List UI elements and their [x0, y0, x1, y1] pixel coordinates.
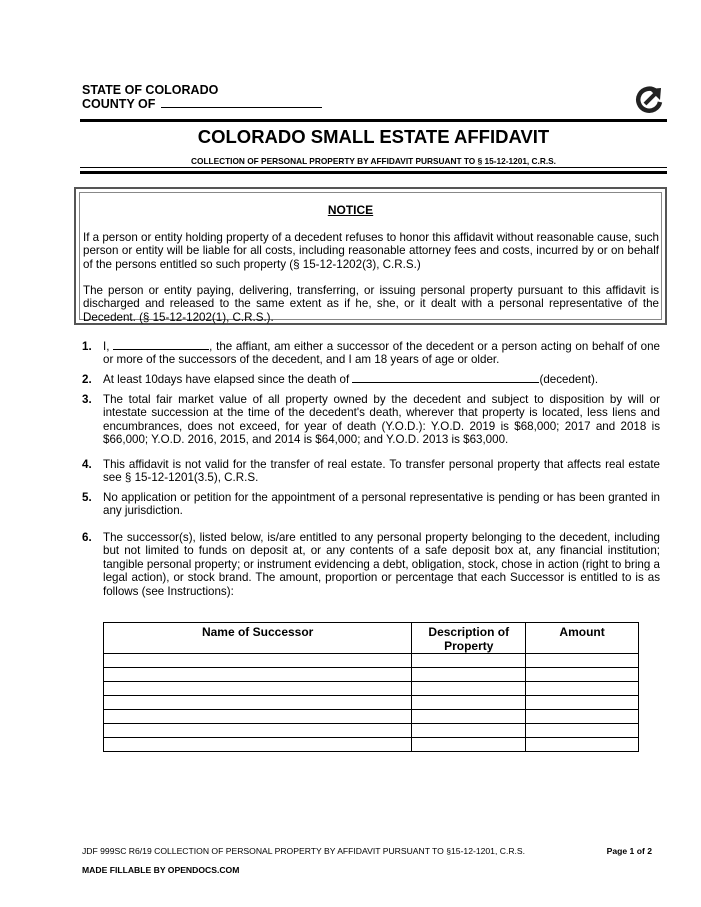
successor-name-cell[interactable] — [104, 724, 412, 738]
county-label: COUNTY OF — [82, 97, 156, 111]
amount-cell[interactable] — [526, 696, 639, 710]
successor-name-cell[interactable] — [104, 654, 412, 668]
amount-cell[interactable] — [526, 710, 639, 724]
property-description-cell[interactable] — [412, 738, 526, 752]
successor-name-cell[interactable] — [104, 668, 412, 682]
item-text: The total fair market value of all property owned by the decedent and subject to disposition by will or intestate succession at the time of the decedent's death, wherever that property is located, less liens and encumbrances, does not exceed, for year of death (Y.O.D.): Y.O.D. 2019 is $68,000; 2017 and 2018 is $66,000; Y.O.D. 2016, 2015, and 2014 is $64,000; and Y.O.D. 2013 is $63,000. — [103, 393, 660, 447]
property-description-cell[interactable] — [412, 682, 526, 696]
notice-title: NOTICE — [327, 203, 374, 217]
column-header-amount: Amount — [526, 623, 639, 654]
header-rule — [80, 119, 667, 122]
item-number: 5. — [82, 491, 92, 504]
table-row — [104, 654, 639, 668]
column-header-description: Description of Property — [412, 623, 526, 654]
item-number: 3. — [82, 393, 92, 406]
successor-table — [103, 622, 639, 752]
amount-cell[interactable] — [526, 724, 639, 738]
document-subtitle: COLLECTION OF PERSONAL PROPERTY BY AFFIDAVIT PURSUANT TO § 15-12-1201, C.R.S. — [191, 156, 556, 166]
notice-paragraph-2: The person or entity paying, delivering, transferring, or issuing personal property pursuant to this affidavit is discharged and released to the same extent as if he, she, or it dealt with a personal representative of the Decedent. (§ 15-12-1202(1), C.R.S.). — [83, 284, 659, 324]
footer-form-id: JDF 999SC R6/19 COLLECTION OF PERSONAL PROPERTY BY AFFIDAVIT PURSUANT TO §15-12-1201, C.R.S. — [82, 846, 526, 856]
successor-name-cell[interactable] — [104, 710, 412, 724]
amount-cell[interactable] — [526, 654, 639, 668]
state-label: STATE OF COLORADO — [82, 83, 219, 97]
made-fillable-label: MADE FILLABLE BY OPENDOCS.COM — [82, 865, 240, 875]
item-text: At least 10days have elapsed since the death of (decedent). — [103, 373, 599, 386]
property-description-cell[interactable] — [412, 668, 526, 682]
table-row — [104, 724, 639, 738]
property-description-cell[interactable] — [412, 710, 526, 724]
county-line — [82, 97, 322, 111]
table-header-row — [104, 623, 639, 654]
table-row — [104, 738, 639, 752]
successor-name-cell[interactable] — [104, 738, 412, 752]
table-row — [104, 710, 639, 724]
amount-cell[interactable] — [526, 682, 639, 696]
item-number: 6. — [82, 531, 92, 544]
header-block — [82, 83, 322, 111]
property-description-cell[interactable] — [412, 724, 526, 738]
item-number: 2. — [82, 373, 92, 386]
property-description-cell[interactable] — [412, 654, 526, 668]
item-text: No application or petition for the appointment of a personal representative is pending or has been granted in any jurisdiction. — [103, 491, 660, 518]
affiant-name-field[interactable] — [113, 340, 209, 350]
successor-name-cell[interactable] — [104, 696, 412, 710]
item-number: 4. — [82, 458, 92, 471]
document-title: COLORADO SMALL ESTATE AFFIDAVIT — [197, 126, 550, 147]
amount-cell[interactable] — [526, 738, 639, 752]
opendocs-logo-icon — [634, 85, 664, 115]
subtitle-rule-thick — [80, 171, 667, 174]
table-row — [104, 696, 639, 710]
amount-cell[interactable] — [526, 668, 639, 682]
county-field[interactable] — [161, 97, 322, 108]
page-number: Page 1 of 2 — [606, 846, 652, 856]
item-text: I, , the affiant, am either a successor of the decedent or a person acting on behalf of one or more of the successors of the decedent, and I am 18 years of age or older. — [103, 340, 660, 367]
subtitle-rule-thin — [80, 167, 667, 168]
table-row — [104, 668, 639, 682]
item-number: 1. — [82, 340, 92, 353]
column-header-name: Name of Successor — [104, 623, 412, 654]
table-row — [104, 682, 639, 696]
successor-name-cell[interactable] — [104, 682, 412, 696]
decedent-name-field[interactable] — [352, 373, 539, 383]
item-text: This affidavit is not valid for the transfer of real estate. To transfer personal property that affects real estate see § 15-12-1201(3.5), C.R.S. — [103, 458, 660, 485]
property-description-cell[interactable] — [412, 696, 526, 710]
notice-paragraph-1: If a person or entity holding property of a decedent refuses to honor this affidavit without reasonable cause, such person or entity will be liable for all costs, including reasonable attorney fees and costs, incurred by or on behalf of the persons entitled so such property (§ 15-12-1202(3), C.R.S.) — [83, 231, 659, 271]
item-text: The successor(s), listed below, is/are entitled to any personal property belonging to the decedent, including but not limited to funds on deposit at, or any contents of a safe deposit box at, any financial institution; tangible personal property; or instrument evidencing a debt, obligation, stock, chose in action (right to bring a legal action), or stock brand. The amount, proportion or percentage that each Successor is entitled to is as follows (see Instructions): — [103, 531, 660, 598]
